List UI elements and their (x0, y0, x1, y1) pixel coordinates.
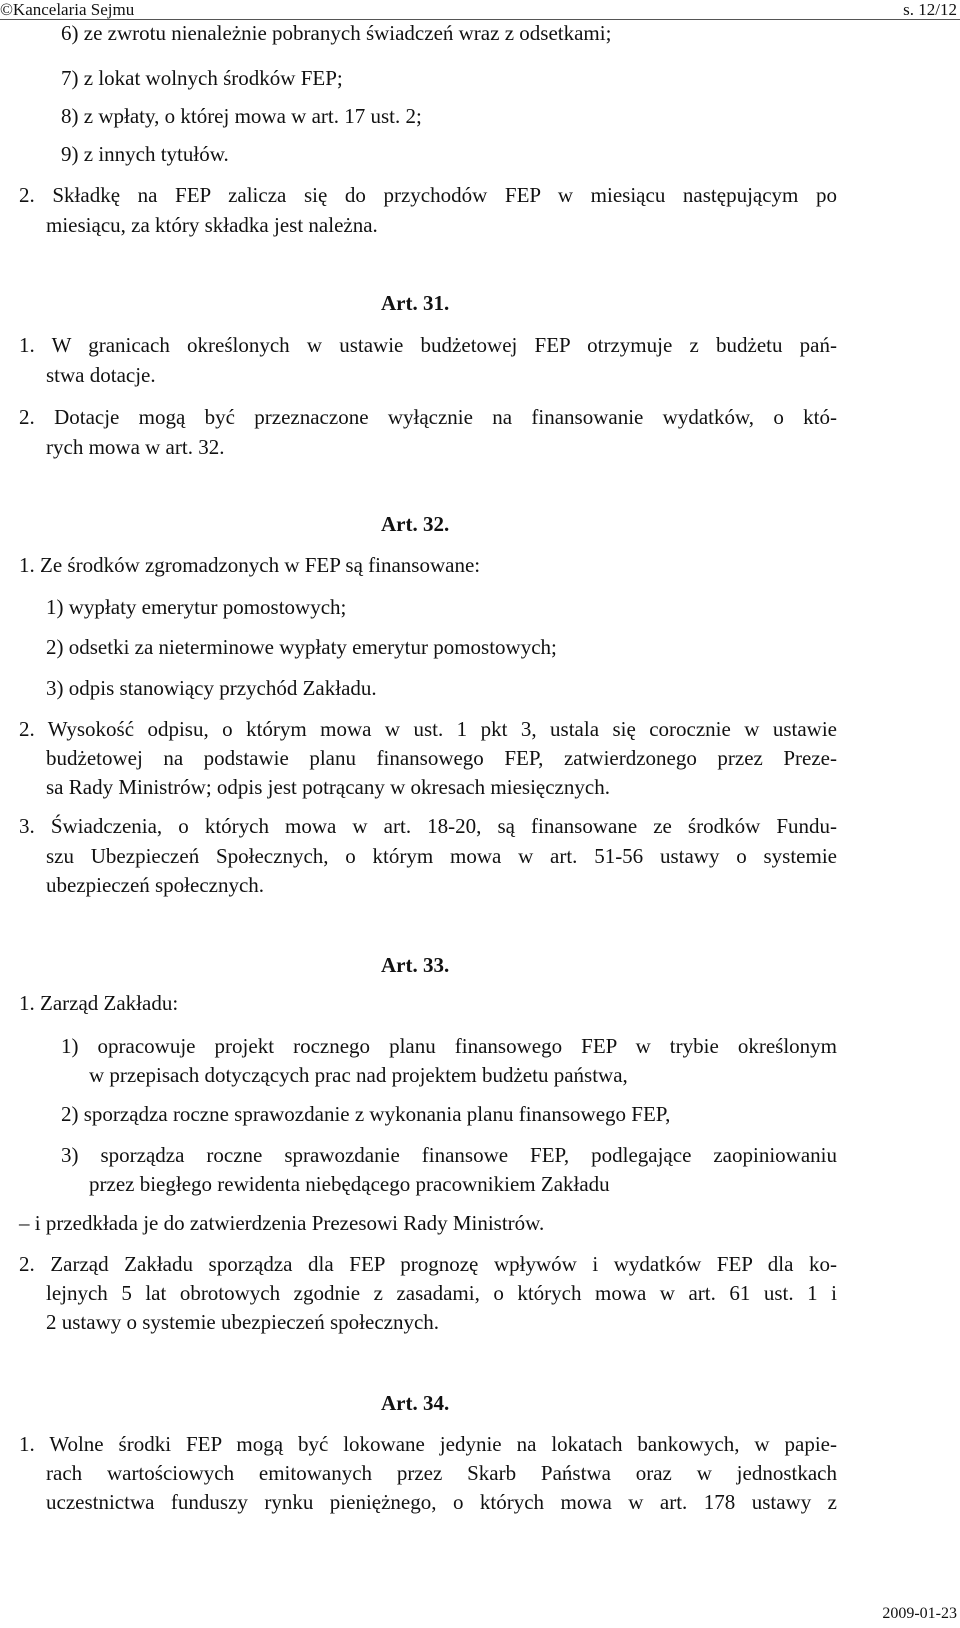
list-item: 6) ze zwrotu nienależnie pobranych świadczeń wraz z odsetkami; (61, 21, 612, 45)
list-item-continuation: w przepisach dotyczących prac nad projektem budżetu państwa, (89, 1063, 628, 1087)
article-heading: Art. 34. (381, 1391, 450, 1415)
paragraph: 1. Zarząd Zakładu: (19, 991, 179, 1015)
paragraph-continuation: rach wartościowych emitowanych przez Skarb Państwa oraz w jednostkach (46, 1461, 837, 1485)
header-source: ©Kancelaria Sejmu (0, 0, 135, 19)
paragraph-continuation: lejnych 5 lat obrotowych zgodnie z zasadami, o których mowa w art. 61 ust. 1 i (46, 1281, 837, 1305)
paragraph-continuation: szu Ubezpieczeń Społecznych, o którym mowa w art. 51-56 ustawy o systemie (46, 844, 837, 868)
list-item: 1) opracowuje projekt rocznego planu finansowego FEP w trybie określonym (61, 1034, 837, 1058)
paragraph-continuation: uczestnictwa funduszy rynku pieniężnego, o których mowa w art. 178 ustawy z (46, 1490, 837, 1514)
list-item: 2) odsetki za nieterminowe wypłaty emerytur pomostowych; (46, 635, 557, 659)
paragraph-continuation: budżetowej na podstawie planu finansowego FEP, zatwierdzonego przez Preze- (46, 746, 837, 770)
list-item: 3) odpis stanowiący przychód Zakładu. (46, 676, 377, 700)
dash-clause: – i przedkłada je do zatwierdzenia Prezesowi Rady Ministrów. (19, 1211, 545, 1235)
list-item: 7) z lokat wolnych środków FEP; (61, 66, 343, 90)
paragraph: 1. W granicach określonych w ustawie budżetowej FEP otrzymuje z budżetu pań- (19, 333, 837, 357)
paragraph-continuation: miesiącu, za który składka jest należna. (46, 213, 378, 237)
paragraph: 2. Dotacje mogą być przeznaczone wyłącznie na finansowanie wydatków, o któ- (19, 405, 837, 429)
paragraph-continuation: rych mowa w art. 32. (46, 435, 225, 459)
paragraph: 1. Wolne środki FEP mogą być lokowane jedynie na lokatach bankowych, w papie- (19, 1432, 837, 1456)
article-heading: Art. 31. (381, 291, 450, 315)
paragraph: 1. Ze środków zgromadzonych w FEP są finansowane: (19, 553, 481, 577)
list-item: 3) sporządza roczne sprawozdanie finansowe FEP, podlegające zaopiniowaniu (61, 1143, 837, 1167)
article-heading: Art. 33. (381, 953, 450, 977)
list-item: 9) z innych tytułów. (61, 142, 229, 166)
list-item: 2) sporządza roczne sprawozdanie z wykonania planu finansowego FEP, (61, 1102, 671, 1126)
footer-date: 2009-01-23 (882, 1605, 957, 1622)
paragraph-continuation: sa Rady Ministrów; odpis jest potrącany w okresach miesięcznych. (46, 775, 610, 799)
paragraph-continuation: stwa dotacje. (46, 363, 156, 387)
paragraph: 2. Wysokość odpisu, o którym mowa w ust. 1 pkt 3, ustala się corocznie w ustawie (19, 717, 837, 741)
paragraph-continuation: ubezpieczeń społecznych. (46, 873, 265, 897)
paragraph: 2. Zarząd Zakładu sporządza dla FEP prognozę wpływów i wydatków FEP dla ko- (19, 1252, 837, 1276)
paragraph-continuation: 2 ustawy o systemie ubezpieczeń społecznych. (46, 1310, 440, 1334)
list-item-continuation: przez biegłego rewidenta niebędącego pracownikiem Zakładu (89, 1172, 610, 1196)
article-heading: Art. 32. (381, 512, 450, 536)
paragraph: 2. Składkę na FEP zalicza się do przychodów FEP w miesiącu następującym po (19, 183, 837, 207)
paragraph: 3. Świadczenia, o których mowa w art. 18-20, są finansowane ze środków Fundu- (19, 814, 837, 838)
header-page-number: s. 12/12 (903, 0, 957, 19)
list-item: 1) wypłaty emerytur pomostowych; (46, 595, 347, 619)
list-item: 8) z wpłaty, o której mowa w art. 17 ust. 2; (61, 104, 422, 128)
